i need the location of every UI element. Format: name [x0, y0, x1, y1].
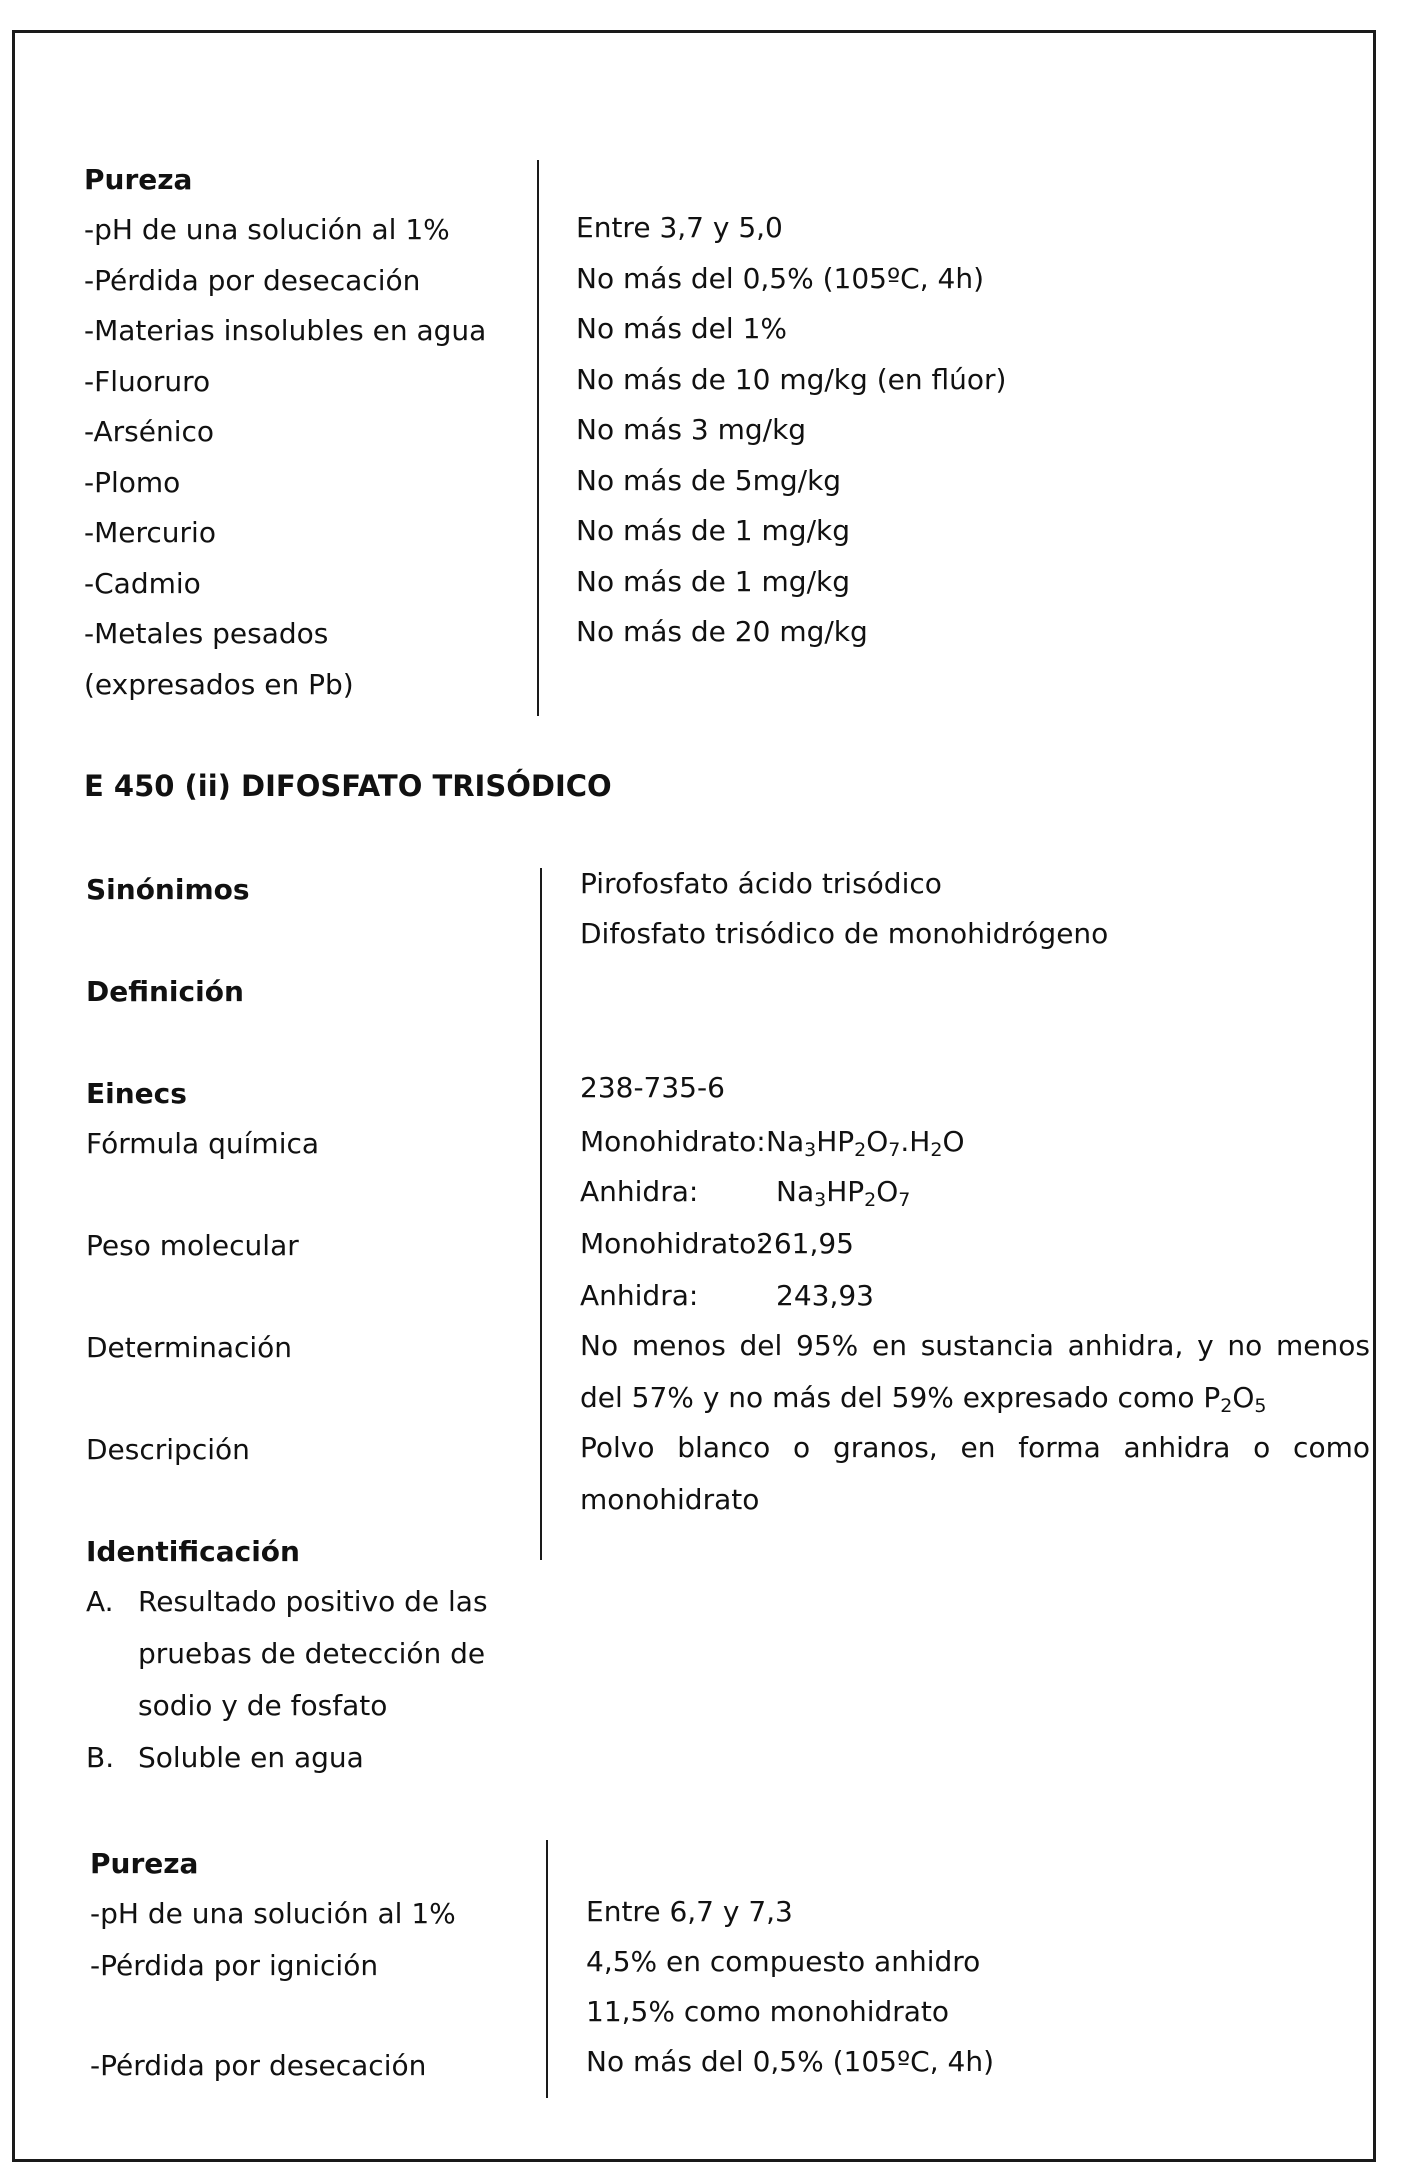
purity-label: -Fluoruro [84, 365, 211, 398]
purity-label: -Pérdida por desecación [84, 264, 421, 297]
label-determinacion: Determinación [86, 1331, 293, 1364]
purity-label: -Materias insolubles en agua [84, 314, 487, 347]
value-sinonimos-2: Difosfato trisódico de monohidrógeno [580, 917, 1109, 950]
label-identificacion: Identificación [86, 1535, 300, 1568]
label-definicion: Definición [86, 975, 244, 1008]
purity-value: No más de 1 mg/kg [576, 514, 850, 547]
ident-b-line: Soluble en agua [138, 1741, 364, 1774]
label-formula: Fórmula química [86, 1127, 320, 1160]
label-sinonimos: Sinónimos [86, 873, 250, 906]
value-desecacion: No más del 0,5% (105ºC, 4h) [586, 2045, 995, 2078]
formula-mono-value: $Na_3HP_2O_7.H_2O$ [766, 1125, 965, 1161]
label-descripcion: Descripción [86, 1433, 250, 1466]
label-ph: -pH de una solución al 1% [90, 1897, 456, 1930]
purity-value: Entre 3,7 y 5,0 [576, 211, 783, 244]
purity-label: (expresados en Pb) [84, 668, 354, 701]
value-einecs: 238-735-6 [580, 1071, 725, 1104]
ident-a-line-2: pruebas de detección de [138, 1637, 486, 1670]
section-heading: Pureza [90, 1847, 199, 1880]
ident-a-line-1: Resultado positivo de las [138, 1585, 488, 1618]
purity-value: No más de 5mg/kg [576, 464, 842, 497]
purity-value: No más de 1 mg/kg [576, 565, 850, 598]
value-determinacion-1: No menos del 95% en sustancia anhidra, y no menos [580, 1329, 1370, 1362]
column-divider [537, 160, 539, 716]
ident-a-marker: A. [86, 1585, 114, 1618]
purity-label: -Mercurio [84, 516, 216, 549]
formula-anh-label: Anhidra: [580, 1175, 699, 1208]
purity-label: -Metales pesados [84, 617, 329, 650]
purity-value: No más de 10 mg/kg (en flúor) [576, 363, 1007, 396]
value-descripcion-2: monohidrato [580, 1483, 760, 1516]
purity-label: -Plomo [84, 466, 181, 499]
value-ignicion-2: 11,5% como monohidrato [586, 1995, 950, 2028]
value-sinonimos-1: Pirofosfato ácido trisódico [580, 867, 942, 900]
purity-value: No más del 0,5% (105ºC, 4h) [576, 262, 985, 295]
peso-mono-value: 261,95 [756, 1227, 854, 1260]
label-einecs: Einecs [86, 1077, 187, 1110]
column-divider [546, 1840, 548, 2098]
formula-mono-label: Monohidrato: [580, 1125, 766, 1158]
formula-anh-value: $Na_3HP_2O_7$ [776, 1175, 911, 1211]
label-ignicion: -Pérdida por ignición [90, 1949, 379, 1982]
section-heading: Pureza [84, 163, 193, 196]
peso-anh-value: 243,93 [776, 1279, 874, 1312]
ident-b-marker: B. [86, 1741, 115, 1774]
purity-value: No más del 1% [576, 312, 787, 345]
value-descripcion-1: Polvo blanco o granos, en forma anhidra o como [580, 1431, 1370, 1464]
value-ph: Entre 6,7 y 7,3 [586, 1895, 793, 1928]
peso-anh-label: Anhidra: [580, 1279, 699, 1312]
label-desecacion: -Pérdida por desecación [90, 2049, 427, 2082]
purity-label: -Cadmio [84, 567, 201, 600]
purity-label: -pH de una solución al 1% [84, 213, 450, 246]
value-ignicion-1: 4,5% en compuesto anhidro [586, 1945, 981, 1978]
ident-a-line-3: sodio y de fosfato [138, 1689, 388, 1722]
purity-value: No más 3 mg/kg [576, 413, 807, 446]
label-peso: Peso molecular [86, 1229, 299, 1262]
value-determinacion-2: del 57% y no más del 59% expresado como $P_2O_5$ [580, 1381, 1267, 1417]
section-title: E 450 (ii) DIFOSFATO TRISÓDICO [84, 769, 612, 803]
column-divider [540, 868, 542, 1560]
peso-mono-label: Monohidrato: [580, 1227, 766, 1260]
purity-value: No más de 20 mg/kg [576, 615, 868, 648]
purity-label: -Arsénico [84, 415, 215, 448]
